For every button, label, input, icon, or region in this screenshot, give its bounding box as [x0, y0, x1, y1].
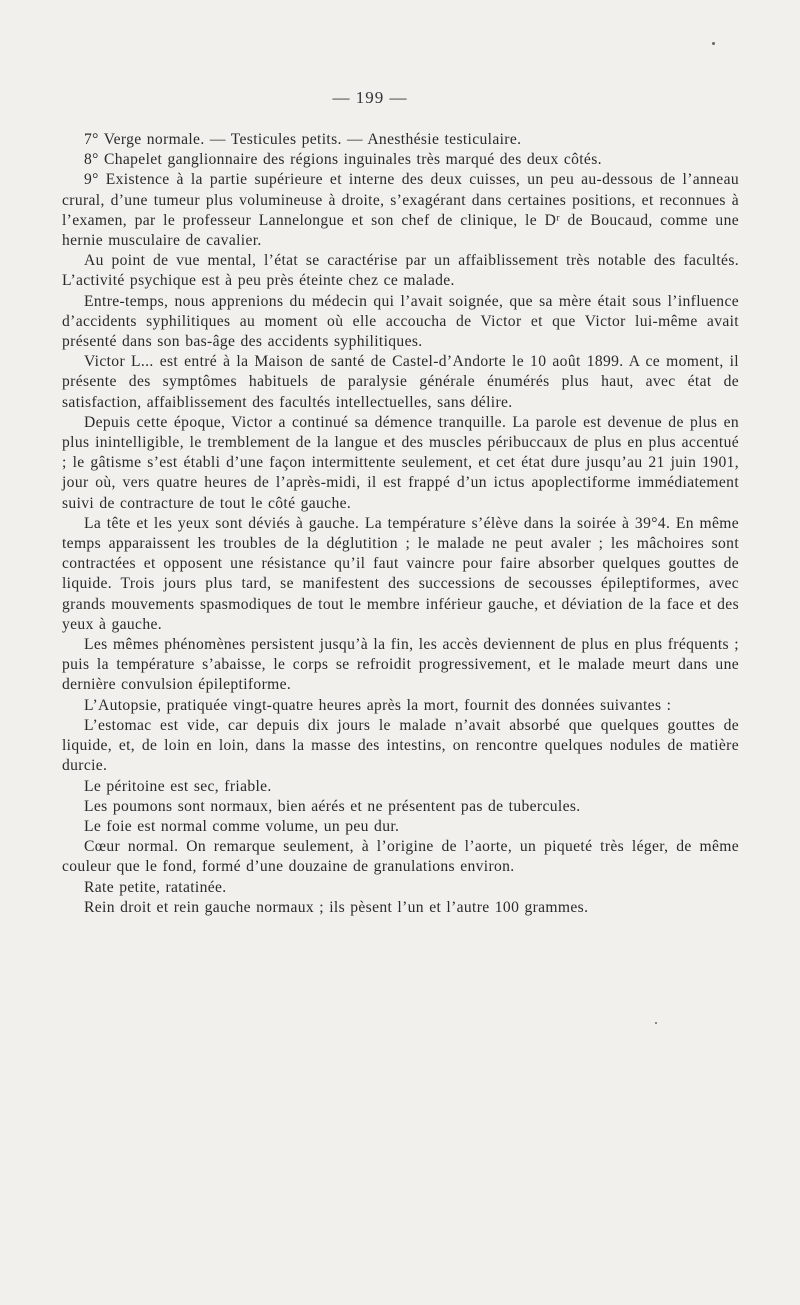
- paragraph-13: Les poumons sont normaux, bien aérés et ne présentent pas de tubercules.: [84, 797, 581, 815]
- paragraph-16: Rate petite, ratatinée.: [84, 878, 227, 896]
- scan-speck: [712, 42, 715, 45]
- paragraph-5: Entre-temps, nous apprenions du médecin qui l’avait soignée, que sa mère était sous l’influence d’accidents syphilitiques au moment où elle accoucha de Victor et que Victor lui-même avait présenté dans son bas-âge des accidents syphilitiques.: [62, 292, 739, 351]
- paragraph-17: Rein droit et rein gauche normaux ; ils pèsent l’un et l’autre 100 grammes.: [84, 898, 589, 916]
- paragraph-14: Le foie est normal comme volume, un peu dur.: [84, 817, 400, 835]
- paragraph-3: 9° Existence à la partie supérieure et interne des deux cuisses, un peu au-dessous de l’anneau crural, d’une tumeur plus volumineuse à droite, s’exagérant dans certaines positions, et reconnues à l’examen, par le professeur Lannelongue et son chef de clinique, le Dʳ de Boucaud, comme une hernie musculaire de cavalier.: [62, 171, 739, 250]
- paragraph-8: La tête et les yeux sont déviés à gauche. La température s’élève dans la soirée à 39°4. En même temps apparaissent les troubles de la déglutition ; le malade ne peut avaler ; les mâchoires sont contractées et opposent une résistance qu’il faut vaincre pour faire absorber quelques gouttes de liquide. Trois jours plus tard, se manifestent des successions de secousses épileptiformes, avec grands mouvements spasmodiques de tout le membre inférieur gauche, et déviation de la face et des yeux à gauche.: [62, 514, 739, 633]
- body-text: [62, 130, 739, 918]
- scan-speck: [655, 1022, 657, 1024]
- paragraph-4: Au point de vue mental, l’état se caractérise par un affaiblissement très notable des facultés. L’activité psychique est à peu près éteinte chez ce malade.: [62, 252, 739, 290]
- page-number: — 199 —: [332, 88, 408, 107]
- paragraph-11: L’estomac est vide, car depuis dix jours le malade n’avait absorbé que quelques gouttes de liquide, et, de loin en loin, dans la masse des intestins, on rencontre quelques nodules de matière durcie.: [62, 716, 739, 775]
- paragraph-15: Cœur normal. On remarque seulement, à l’origine de l’aorte, un piqueté très léger, de même couleur que le fond, formé d’une douzaine de granulations environ.: [62, 838, 739, 876]
- paragraph-9: Les mêmes phénomènes persistent jusqu’à la fin, les accès deviennent de plus en plus fréquents ; puis la température s’abaisse, le corps se refroidit progressivement, et le malade meurt dans une dernière convulsion épileptiforme.: [62, 636, 739, 694]
- paragraph-1: 7° Verge normale. — Testicules petits. — Anesthésie testiculaire.: [84, 131, 522, 148]
- paragraph-7: Depuis cette époque, Victor a continué sa démence tranquille. La parole est devenue de plus en plus inintelligible, le tremblement de la langue et des muscles péribuccaux de plus en plus accentué ; le gâtisme s’est établi d’une façon intermittente seulement, et cet état dure jusqu’au 21 juin 1901, jour où, vers quatre heures de l’après-midi, il est frappé d’un ictus apoplectiforme immédiatement suivi de contracture de tout le côté gauche.: [62, 413, 739, 512]
- paragraph-10: L’Autopsie, pratiquée vingt-quatre heures après la mort, fournit des données suivantes :: [84, 696, 672, 714]
- paragraph-12: Le péritoine est sec, friable.: [84, 777, 272, 795]
- paragraph-2: 8° Chapelet ganglionnaire des régions inguinales très marqué des deux côtés.: [84, 151, 602, 169]
- paragraph-6: Victor L... est entré à la Maison de santé de Castel-d’Andorte le 10 août 1899. A ce moment, il présente des symptômes habituels de paralysie générale énumérés plus haut, avec état de satisfaction, affaiblissement des facultés intellectuelles, sans délire.: [62, 353, 739, 411]
